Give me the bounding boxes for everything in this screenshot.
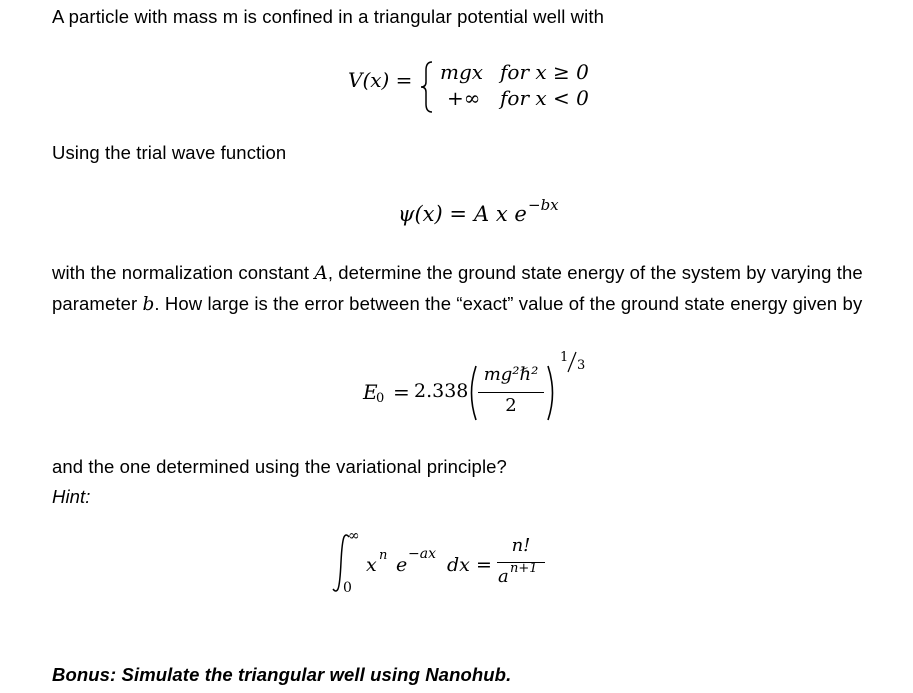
task-symbol-a: A [314, 263, 328, 284]
potential-case2-value: +∞ [447, 86, 481, 110]
wavefunction-rhs: A x e [474, 202, 527, 226]
integrand-e-exp: −ax [408, 546, 436, 562]
integral-lower-limit: 0 [343, 580, 352, 596]
potential-lhs: V(x) = [348, 68, 413, 92]
potential-case2-cond: for x < 0 [500, 86, 589, 110]
wavefunction-exponent: −bx [528, 196, 559, 214]
hint-label: Hint: [52, 486, 91, 507]
integrand-exp: n [379, 548, 388, 563]
energy-fraction-line [478, 392, 544, 393]
task-symbol-b: b [142, 294, 155, 315]
bonus-text: Bonus: Simulate the triangular well using Nanohub. [52, 664, 512, 685]
integrand-e: e [396, 554, 408, 576]
integrand-dx: dx [447, 554, 470, 576]
integrand-x: x [366, 554, 377, 576]
left-brace-icon [420, 60, 434, 114]
energy-coefficient: 2.338 [414, 380, 469, 402]
wavefunction-lhs: ψ(x) = [398, 202, 467, 226]
hint-denominator-exp: n+1 [510, 561, 538, 576]
energy-lhs: E [363, 380, 378, 404]
energy-denominator: 2 [505, 395, 517, 416]
potential-case1-cond: for x ≥ 0 [500, 60, 589, 84]
task-part1: with the normalization constant [52, 262, 315, 283]
energy-lhs-sub: 0 [376, 391, 385, 406]
energy-numerator: mg²ℏ² [483, 364, 539, 385]
question-text: and the one determined using the variational principle? [52, 456, 507, 477]
task-paragraph [52, 258, 882, 320]
integral-upper-limit: ∞ [348, 528, 360, 544]
energy-equals: = [393, 380, 410, 404]
energy-exp-den: 3 [577, 358, 586, 373]
potential-case1-value: mgx [440, 60, 484, 84]
task-part2: , determine the ground state energy of the system by varying the parameter [52, 262, 863, 314]
energy-exp-num: 1 [560, 350, 569, 365]
right-paren-icon [546, 364, 558, 422]
task-part3: . How large is the error between the “exact” value of the ground state energy given by [154, 293, 863, 314]
trial-intro-text: Using the trial wave function [52, 142, 287, 163]
hint-equals: = [476, 554, 492, 576]
intro-text: A particle with mass m is confined in a triangular potential well with [52, 6, 604, 27]
hint-denominator: a [498, 566, 509, 587]
hint-numerator: n! [511, 535, 531, 556]
